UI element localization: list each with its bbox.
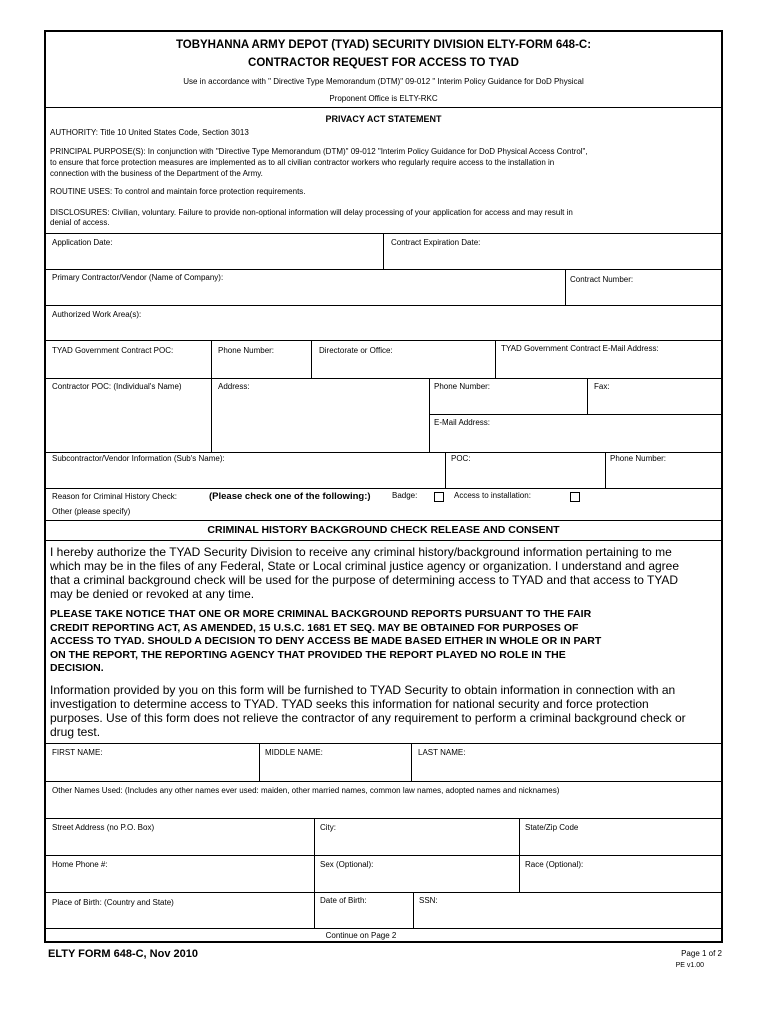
ssn-field[interactable] — [416, 910, 718, 925]
divider — [314, 818, 315, 928]
poc-label: POC: — [451, 454, 471, 463]
divider — [46, 452, 721, 453]
divider — [46, 892, 721, 893]
divider — [259, 743, 260, 781]
email-field[interactable] — [432, 430, 718, 448]
divider — [46, 818, 721, 819]
subcontractor-label: Subcontractor/Vendor Information (Sub's Name): — [52, 454, 225, 463]
divider — [46, 269, 721, 270]
state-zip-label: State/Zip Code — [525, 823, 579, 832]
text-line: I hereby authorize the TYAD Security Division to receive any criminal history/background information pertaining to me — [50, 545, 672, 559]
city-label: City: — [320, 823, 336, 832]
form-title: TOBYHANNA ARMY DEPOT (TYAD) SECURITY DIVISION ELTY-FORM 648-C: — [175, 39, 592, 51]
text-line: drug test. — [50, 725, 101, 739]
street-address-label: Street Address (no P.O. Box) — [52, 823, 155, 832]
text-line: DECISION. — [50, 662, 104, 674]
form-id: ELTY FORM 648-C, Nov 2010 — [48, 948, 198, 960]
contract-expiration-field[interactable] — [384, 250, 714, 266]
divider — [587, 378, 588, 414]
sex-field[interactable] — [317, 872, 516, 888]
divider — [430, 414, 721, 415]
authority-text: AUTHORITY: Title 10 United States Code, Section 3013 — [50, 128, 249, 137]
divider — [411, 743, 412, 781]
tyad-email-field[interactable] — [498, 358, 718, 374]
text-line: ON THE REPORT, THE REPORTING AGENCY THAT PROVIDED THE REPORT PLAYED NO ROLE IN THE — [50, 648, 566, 661]
middle-name-label: MIDDLE NAME: — [265, 748, 323, 757]
release-heading: CRIMINAL HISTORY BACKGROUND CHECK RELEASE AND CONSENT — [207, 524, 560, 536]
disclosures-text-1: DISCLOSURES: Civilian, voluntary. Failure to provide non-optional information will delay processing of your application for access and may result in — [50, 208, 573, 217]
divider — [46, 340, 721, 341]
other-names-field[interactable] — [50, 798, 718, 814]
disclosures-text-2: denial of access. — [50, 218, 110, 227]
last-name-label: LAST NAME: — [418, 748, 466, 757]
place-of-birth-label: Place of Birth: (Country and State) — [52, 898, 174, 907]
primary-contractor-label: Primary Contractor/Vendor (Name of Company): — [52, 273, 224, 282]
address-label: Address: — [218, 382, 250, 391]
primary-contractor-field[interactable] — [50, 286, 560, 302]
contractor-poc-field[interactable] — [50, 394, 208, 448]
divider — [46, 488, 721, 489]
form-version: PE v1.00 — [675, 962, 704, 969]
first-name-label: FIRST NAME: — [52, 748, 103, 757]
last-name-field[interactable] — [414, 761, 718, 777]
place-of-birth-field[interactable] — [50, 910, 311, 925]
purpose-text-1: PRINCIPAL PURPOSE(S): In conjunction with "Directive Type Memorandum (DTM)" 09-012 "Interim Policy Guidance for DoD Physical Access Control", — [50, 147, 588, 156]
other-label: Other (please specify) — [52, 507, 131, 516]
text-line: CREDIT REPORTING ACT, AS AMENDED, 15 U.S.C. 1681 ET SEQ. MAY BE OBTAINED FOR PURPOSES OF — [50, 621, 579, 634]
access-installation-checkbox[interactable] — [570, 492, 580, 502]
fcra-notice — [50, 608, 722, 676]
poc-field[interactable] — [448, 468, 602, 484]
page-number: Page 1 of 2 — [681, 949, 722, 958]
email-label: E-Mail Address: — [434, 418, 491, 427]
contract-number-label: Contract Number: — [570, 275, 634, 284]
other-field[interactable] — [146, 505, 718, 517]
state-zip-field[interactable] — [522, 836, 718, 852]
work-areas-label: Authorized Work Area(s): — [52, 310, 142, 319]
divider — [46, 781, 721, 782]
divider — [46, 520, 721, 521]
divider — [46, 855, 721, 856]
text-line: Information provided by you on this form will be furnished to TYAD Security to obtain information in connection with an — [50, 683, 676, 697]
tyad-poc-label: TYAD Government Contract POC: — [52, 346, 174, 355]
street-address-field[interactable] — [50, 836, 311, 852]
contract-number-field[interactable] — [568, 288, 718, 302]
text-line: may be denied or revoked at any time. — [50, 587, 255, 601]
address-field[interactable] — [214, 394, 426, 448]
contractor-phone-field[interactable] — [432, 394, 584, 410]
home-phone-label: Home Phone #: — [52, 860, 108, 869]
work-areas-field[interactable] — [50, 322, 718, 338]
privacy-heading: PRIVACY ACT STATEMENT — [325, 114, 442, 124]
divider — [211, 378, 212, 452]
directorate-field[interactable] — [314, 358, 492, 374]
text-line: purposes. Use of this form does not relieve the contractor of any requirement to perform a criminal background check or — [50, 711, 686, 725]
text-line: which may be in the files of any Federal, State or Local criminal justice agency or organization. I understand and agree — [50, 559, 680, 573]
routine-uses-text: ROUTINE USES: To control and maintain force protection requirements. — [50, 187, 306, 196]
tyad-poc-field[interactable] — [50, 358, 208, 374]
application-date-label: Application Date: — [52, 238, 113, 247]
ssn-label: SSN: — [419, 896, 438, 905]
fax-label: Fax: — [594, 382, 610, 391]
divider — [311, 340, 312, 378]
divider — [445, 452, 446, 488]
divider — [495, 340, 496, 378]
divider — [46, 540, 721, 541]
badge-checkbox[interactable] — [434, 492, 444, 502]
sub-phone-field[interactable] — [608, 468, 718, 484]
divider — [429, 378, 430, 452]
sub-phone-label: Phone Number: — [610, 454, 667, 463]
reason-label: Reason for Criminal History Check: — [52, 492, 177, 501]
home-phone-field[interactable] — [50, 872, 311, 888]
divider — [46, 928, 721, 929]
contractor-phone-label: Phone Number: — [434, 382, 491, 391]
race-label: Race (Optional): — [525, 860, 584, 869]
information-paragraph — [50, 683, 722, 739]
subcontractor-field[interactable] — [50, 468, 442, 484]
divider — [46, 378, 721, 379]
fax-field[interactable] — [590, 394, 718, 410]
text-line: investigation to determine access to TYAD. TYAD seeks this information for national security and force protection — [50, 697, 649, 711]
divider — [605, 452, 606, 488]
dob-field[interactable] — [317, 910, 410, 925]
application-date-field[interactable] — [50, 250, 380, 266]
dob-label: Date of Birth: — [320, 896, 367, 905]
access-installation-label: Access to installation: — [454, 491, 531, 500]
authorization-paragraph — [50, 545, 722, 601]
proponent-office: Proponent Office is ELTY-RKC — [329, 94, 438, 103]
middle-name-field[interactable] — [262, 761, 408, 777]
city-field[interactable] — [317, 836, 516, 852]
text-line: PLEASE TAKE NOTICE THAT ONE OR MORE CRIMINAL BACKGROUND REPORTS PURSUANT TO THE FAIR — [50, 608, 592, 620]
continue-note: Continue on Page 2 — [325, 931, 397, 940]
tyad-email-label: TYAD Government Contract E-Mail Address: — [501, 344, 659, 353]
race-field[interactable] — [522, 872, 718, 888]
badge-label: Badge: — [392, 491, 418, 500]
tyad-phone-label: Phone Number: — [218, 346, 275, 355]
text-line: that a criminal background check will be used for the purpose of determining access to TYAD and that access to TYAD — [50, 573, 679, 587]
check-one-instruction: (Please check one of the following:) — [209, 491, 371, 502]
contract-expiration-label: Contract Expiration Date: — [391, 238, 481, 247]
purpose-text-3: connection with the business of the Department of the Army. — [50, 169, 263, 178]
form-frame — [44, 30, 723, 943]
text-line: ACCESS TO TYAD. SHOULD A DECISION TO DENY ACCESS BE MADE BASED EITHER IN WHOLE OR IN PART — [50, 635, 602, 647]
divider — [413, 892, 414, 928]
usage-note: Use in accordance with " Directive Type Memorandum (DTM)" 09-012 " Interim Policy Guidance for DoD Physical — [183, 77, 584, 86]
other-names-label: Other Names Used: (Includes any other names ever used: maiden, other married names, common law names, adopted names and nicknames) — [52, 786, 560, 795]
first-name-field[interactable] — [50, 761, 256, 777]
divider — [46, 107, 721, 108]
purpose-text-2: to ensure that force protection measures are implemented as to all civilian contractor workers who regularly require access to the installation in — [50, 158, 555, 167]
directorate-label: Directorate or Office: — [319, 346, 393, 355]
form-subtitle: CONTRACTOR REQUEST FOR ACCESS TO TYAD — [248, 57, 519, 69]
contractor-poc-label: Contractor POC: (Individual's Name) — [52, 382, 182, 391]
divider — [565, 269, 566, 305]
divider — [46, 743, 721, 744]
divider — [46, 305, 721, 306]
divider — [211, 340, 212, 378]
tyad-phone-field[interactable] — [214, 358, 308, 374]
sex-label: Sex (Optional): — [320, 860, 374, 869]
